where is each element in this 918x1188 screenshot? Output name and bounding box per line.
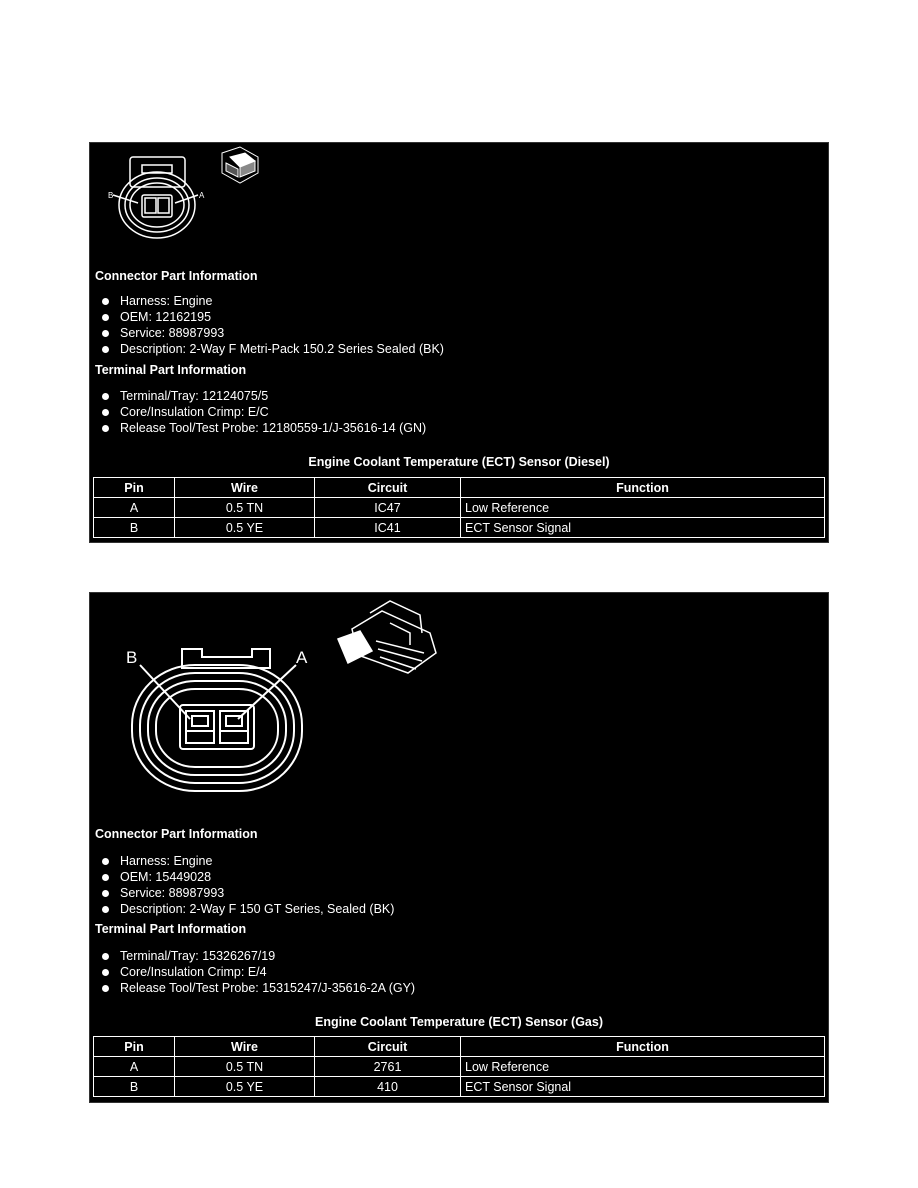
- header-circuit: Circuit: [315, 478, 461, 498]
- list-item: Description: 2-Way F Metri-Pack 150.2 Series Sealed (BK): [102, 341, 444, 357]
- cell-circuit: IC41: [315, 518, 461, 538]
- header-function: Function: [461, 1037, 825, 1057]
- diesel-connector-info-title: Connector Part Information: [95, 269, 258, 283]
- bullet-icon: [102, 409, 109, 416]
- cell-wire: 0.5 TN: [175, 498, 315, 518]
- cell-circuit: 2761: [315, 1057, 461, 1077]
- list-item: Service: 88987993: [102, 885, 394, 901]
- gas-pinout-table: [93, 1036, 825, 1097]
- header-wire: Wire: [175, 1037, 315, 1057]
- bullet-icon: [102, 953, 109, 960]
- diesel-terminal-info-title: Terminal Part Information: [95, 363, 247, 377]
- table-row: [94, 498, 825, 518]
- bullet-icon: [102, 985, 109, 992]
- cell-pin: B: [94, 1077, 175, 1097]
- cell-circuit: 410: [315, 1077, 461, 1097]
- diesel-connector-sketch: [222, 147, 258, 183]
- list-item: OEM: 12162195: [102, 309, 444, 325]
- bullet-icon: [102, 906, 109, 913]
- diesel-connector-face: [113, 157, 198, 238]
- list-item: Description: 2-Way F 150 GT Series, Sealed (BK): [102, 901, 394, 917]
- list-item: Core/Insulation Crimp: E/4: [102, 964, 415, 980]
- gas-terminal-info-title: Terminal Part Information: [95, 922, 247, 936]
- bullet-icon: [102, 330, 109, 337]
- gas-pin-a-label: A: [296, 648, 308, 667]
- cell-pin: A: [94, 1057, 175, 1077]
- bullet-icon: [102, 346, 109, 353]
- cell-wire: 0.5 YE: [175, 1077, 315, 1097]
- table-header-row: [94, 1037, 825, 1057]
- gas-connector-info-list: [102, 853, 394, 917]
- diesel-terminal-info-list: [102, 388, 426, 436]
- header-wire: Wire: [175, 478, 315, 498]
- bullet-icon: [102, 298, 109, 305]
- gas-pin-b-label: B: [126, 648, 138, 667]
- list-item: Core/Insulation Crimp: E/C: [102, 404, 426, 420]
- gas-connector-info-title: Connector Part Information: [95, 827, 258, 841]
- list-item: Terminal/Tray: 15326267/19: [102, 948, 415, 964]
- header-pin: Pin: [94, 478, 175, 498]
- gas-table-title: Engine Coolant Temperature (ECT) Sensor (Gas): [314, 1015, 603, 1029]
- gas-connector-panel: [89, 592, 829, 1103]
- cell-function: Low Reference: [461, 498, 825, 518]
- bullet-icon: [102, 890, 109, 897]
- bullet-icon: [102, 425, 109, 432]
- diesel-connector-info-list: [102, 293, 444, 357]
- list-item: Harness: Engine: [102, 853, 394, 869]
- table-row: [94, 1077, 825, 1097]
- list-item: Harness: Engine: [102, 293, 444, 309]
- table-row: [94, 518, 825, 538]
- bullet-icon: [102, 874, 109, 881]
- gas-connector-face: [132, 649, 302, 791]
- diesel-pinout-table: [93, 477, 825, 538]
- list-item: Service: 88987993: [102, 325, 444, 341]
- list-item: OEM: 15449028: [102, 869, 394, 885]
- cell-function: ECT Sensor Signal: [461, 1077, 825, 1097]
- diesel-pin-a-label: A: [199, 191, 205, 200]
- diesel-table-title: Engine Coolant Temperature (ECT) Sensor (Diesel): [308, 455, 610, 469]
- bullet-icon: [102, 314, 109, 321]
- cell-wire: 0.5 YE: [175, 518, 315, 538]
- gas-connector-sketch: [338, 601, 436, 673]
- diesel-connector-figure: [90, 143, 370, 263]
- cell-pin: B: [94, 518, 175, 538]
- diesel-pin-b-label: B: [108, 191, 114, 200]
- cell-pin: A: [94, 498, 175, 518]
- header-circuit: Circuit: [315, 1037, 461, 1057]
- bullet-icon: [102, 858, 109, 865]
- cell-function: Low Reference: [461, 1057, 825, 1077]
- header-pin: Pin: [94, 1037, 175, 1057]
- list-item: Release Tool/Test Probe: 15315247/J-35616-2A (GY): [102, 980, 415, 996]
- header-function: Function: [461, 478, 825, 498]
- gas-connector-figure: [90, 593, 470, 813]
- cell-function: ECT Sensor Signal: [461, 518, 825, 538]
- table-header-row: [94, 478, 825, 498]
- bullet-icon: [102, 969, 109, 976]
- list-item: Release Tool/Test Probe: 12180559-1/J-35616-14 (GN): [102, 420, 426, 436]
- diesel-connector-panel: [89, 142, 829, 543]
- cell-wire: 0.5 TN: [175, 1057, 315, 1077]
- bullet-icon: [102, 393, 109, 400]
- cell-circuit: IC47: [315, 498, 461, 518]
- table-row: [94, 1057, 825, 1077]
- gas-terminal-info-list: [102, 948, 415, 996]
- list-item: Terminal/Tray: 12124075/5: [102, 388, 426, 404]
